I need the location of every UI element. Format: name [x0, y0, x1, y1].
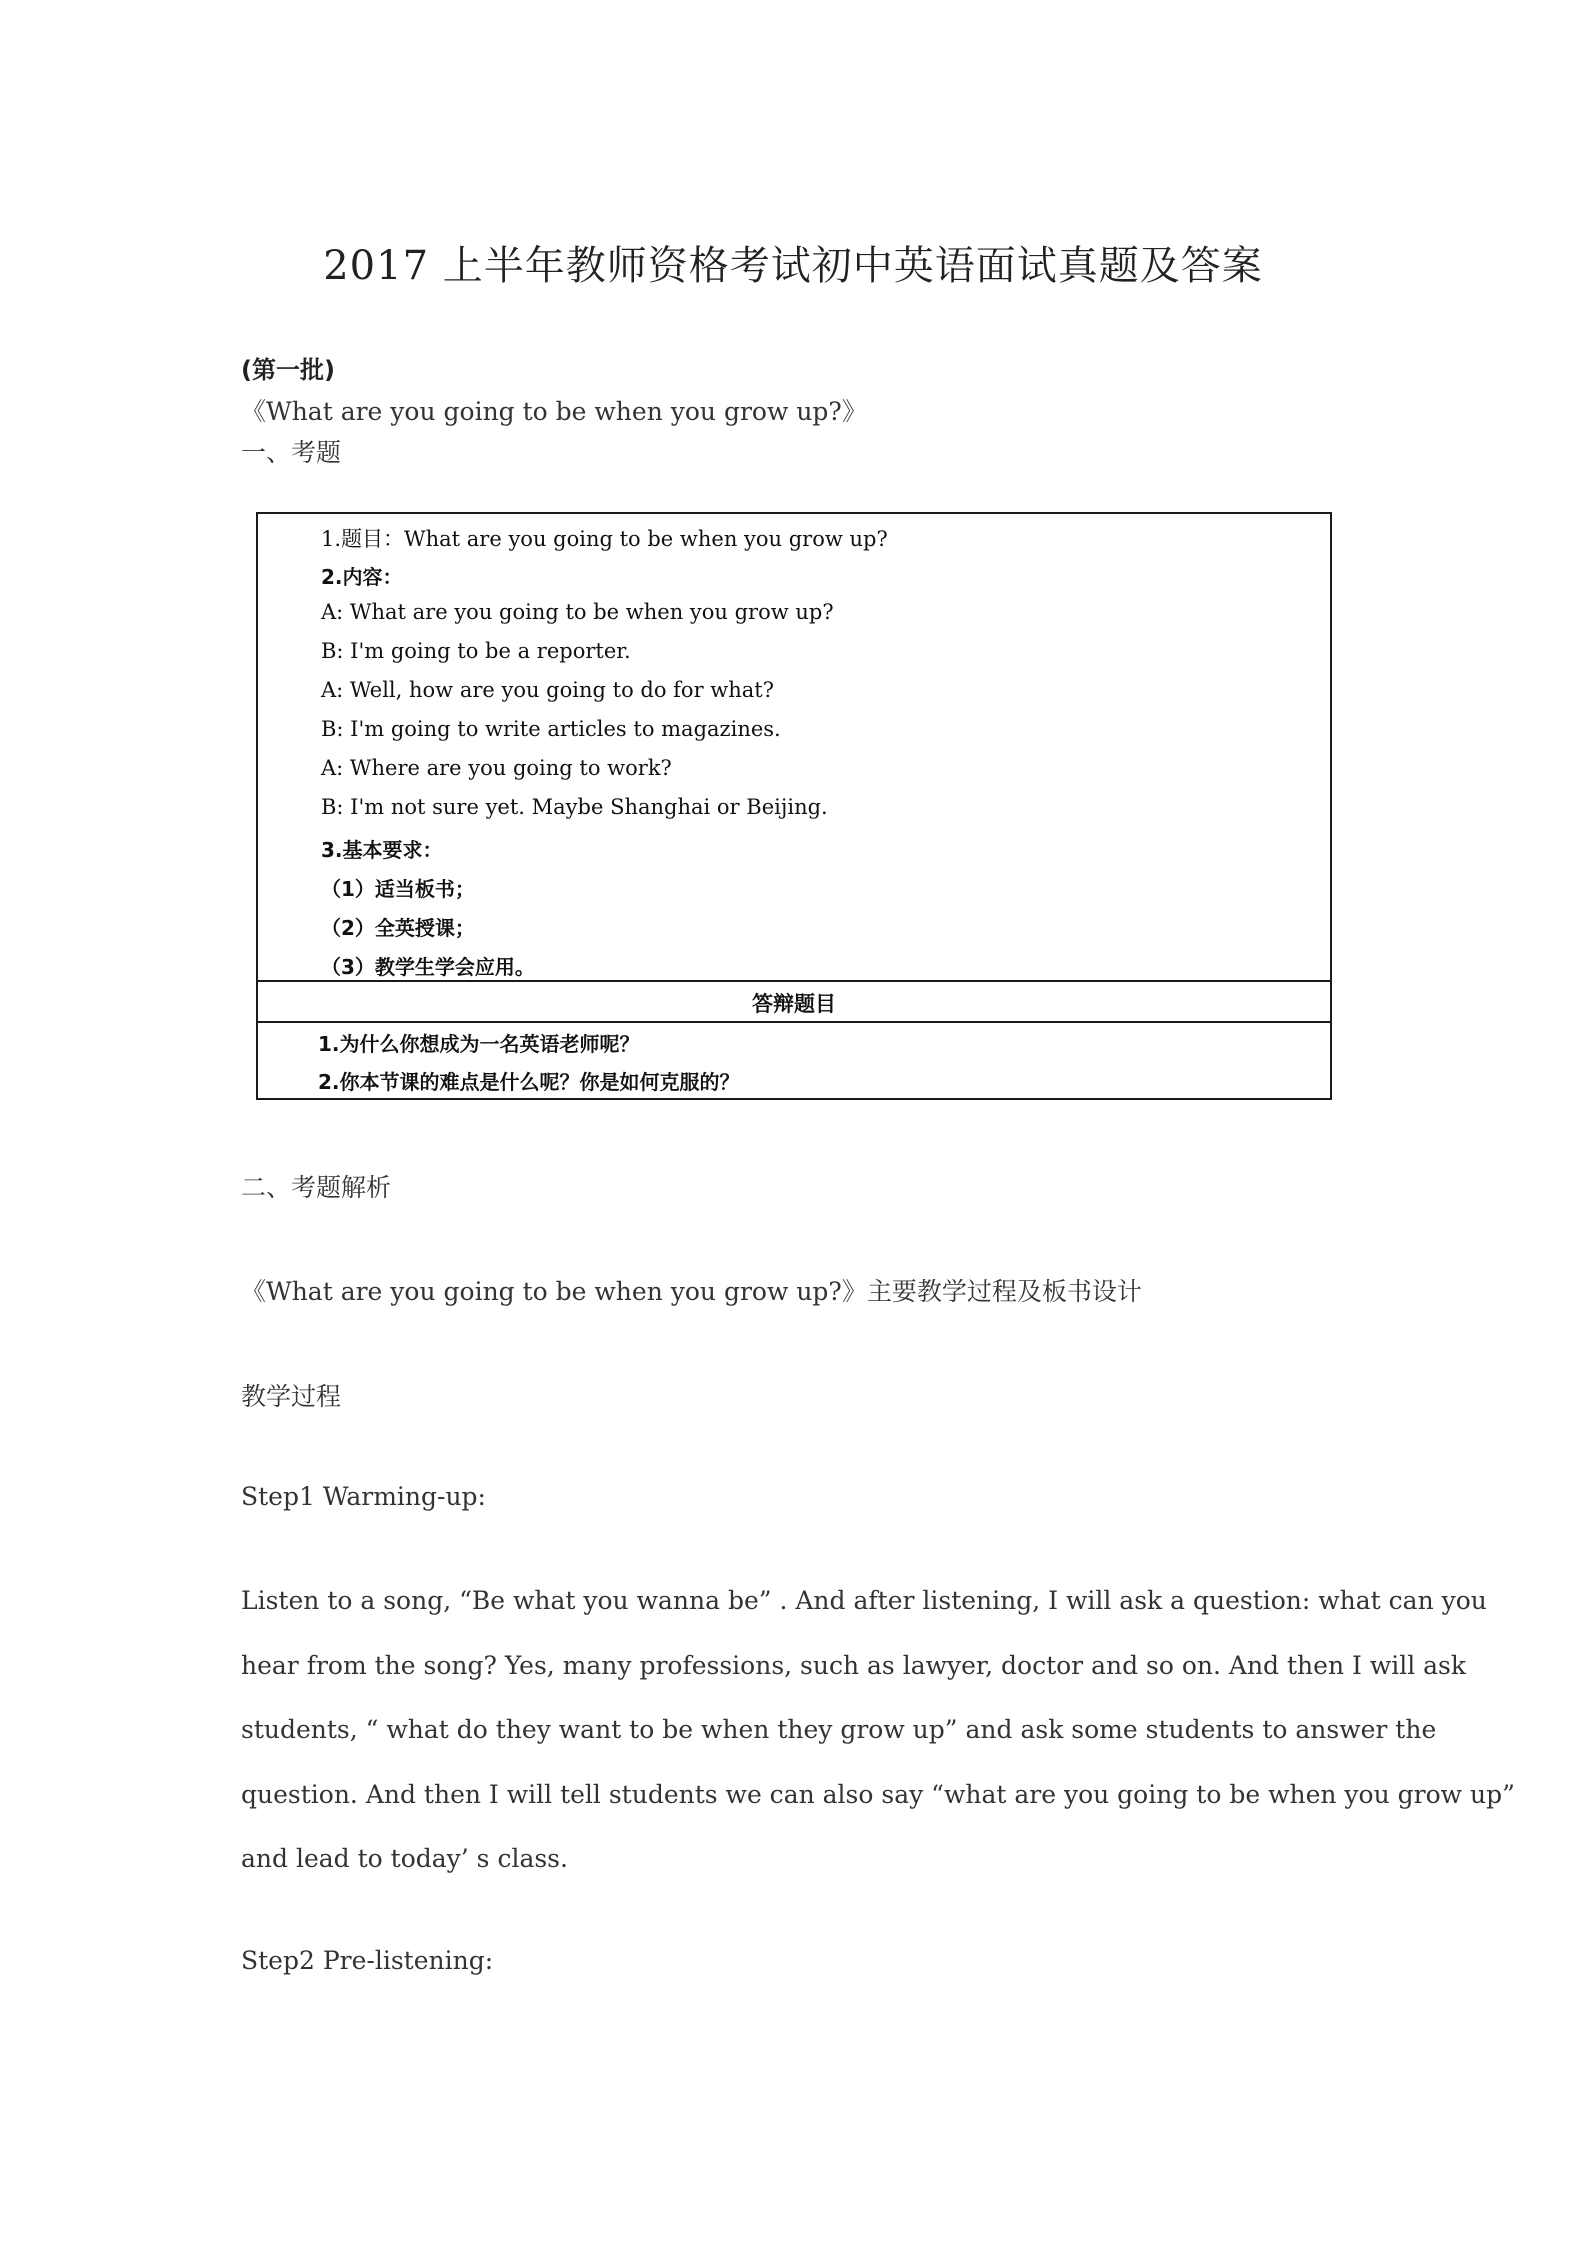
section-heading-analysis: 二、考题解析	[241, 1173, 392, 1202]
section-heading-exam: 一、考题	[241, 438, 342, 467]
paragraph-line: hear from the song? Yes, many professions, such as lawyer, doctor and so on. And then I will ask	[241, 1650, 1467, 1680]
step2-heading: Step2 Pre-listening:	[241, 1946, 494, 1975]
table-line: 1.题目：What are you going to be when you grow up?	[321, 527, 888, 551]
table-line: B: I'm going to be a reporter.	[321, 639, 631, 663]
table-line: A: Where are you going to work?	[321, 756, 672, 780]
table-line: （3）教学生学会应用。	[321, 955, 535, 979]
table-line: B: I'm going to write articles to magazines.	[321, 717, 781, 741]
table-line: A: What are you going to be when you grow up?	[321, 600, 834, 624]
paragraph-line: Listen to a song, “Be what you wanna be” . And after listening, I will ask a question: what can you	[241, 1586, 1487, 1615]
defense-question: 2.你本节课的难点是什么呢？你是如何克服的？	[318, 1070, 740, 1094]
step1-paragraph	[241, 1569, 1515, 1892]
table-divider	[258, 1021, 1330, 1023]
paragraph-line: and lead to today’ s class.	[241, 1844, 568, 1873]
step1-heading: Step1 Warming-up:	[241, 1482, 486, 1511]
exam-table	[256, 512, 1332, 1100]
document-title: 2017 上半年教师资格考试初中英语面试真题及答案	[323, 243, 1263, 289]
table-line: （1）适当板书；	[321, 877, 475, 901]
batch-label: (第一批)	[241, 356, 335, 384]
table-line: 3.基本要求：	[321, 838, 443, 862]
table-line: （2）全英授课；	[321, 916, 475, 940]
paragraph-line: question. And then I will tell students we can also say “what are you going to be when you grow up”	[241, 1779, 1515, 1809]
table-divider	[258, 980, 1330, 982]
process-heading: 教学过程	[241, 1382, 342, 1411]
lesson-title: 《What are you going to be when you grow up?》	[241, 397, 867, 426]
defense-question: 1.为什么你想成为一名英语老师呢？	[318, 1032, 640, 1056]
analysis-title: 《What are you going to be when you grow up?》主要教学过程及板书设计	[241, 1277, 1142, 1306]
table-line: B: I'm not sure yet. Maybe Shanghai or Beijing.	[321, 795, 828, 819]
table-line: A: Well, how are you going to do for what?	[321, 678, 774, 702]
paragraph-line: students, “ what do they want to be when they grow up” and ask some students to answer the	[241, 1715, 1437, 1744]
defense-heading: 答辩题目	[752, 992, 836, 1016]
table-line: 2.内容：	[321, 565, 403, 589]
